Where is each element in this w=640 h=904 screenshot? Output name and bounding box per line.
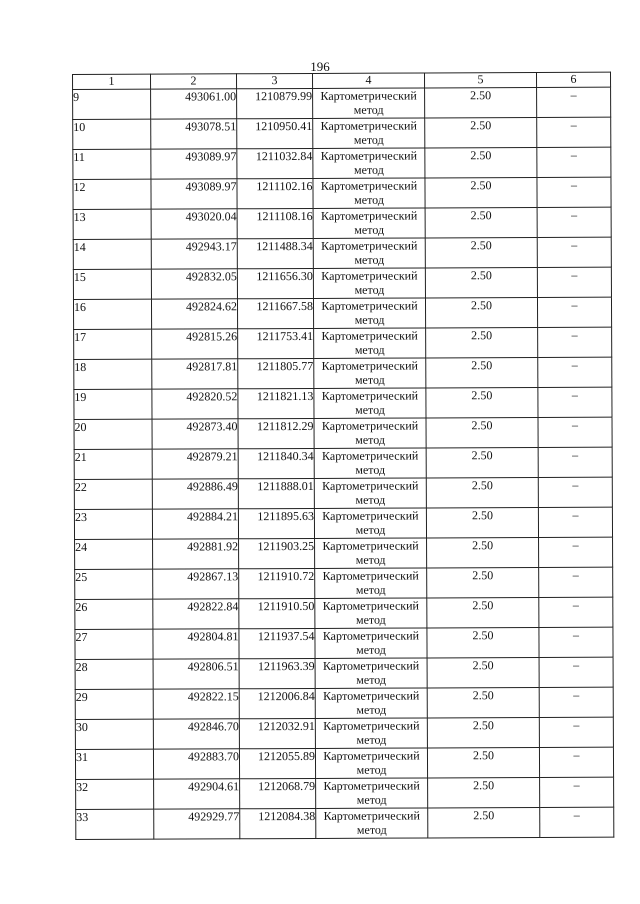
column-header: 2 (151, 74, 237, 89)
accuracy-cell: 2.50 (426, 387, 538, 417)
table-row (74, 417, 612, 449)
x-coordinate-cell: 492904.61 (154, 779, 240, 809)
note-cell: – (537, 147, 611, 177)
method-text-line: метод (355, 432, 386, 447)
y-coordinate-cell: 1211840.34 (238, 448, 314, 478)
y-coordinate-cell: 1212084.38 (240, 808, 316, 838)
page-number: 196 (310, 59, 330, 74)
x-coordinate-cell: 492822.84 (153, 599, 239, 629)
point-number-cell: 13 (73, 209, 151, 239)
method-cell (313, 208, 425, 238)
accuracy-cell: 2.50 (425, 87, 537, 117)
method-text-line: Картометрический (322, 538, 419, 553)
table-row (73, 297, 611, 329)
column-header: 1 (73, 74, 151, 89)
y-coordinate-cell: 1211032.84 (237, 148, 313, 178)
method-text-line: метод (354, 252, 385, 267)
method-text-line: Картометрический (321, 388, 419, 403)
note-cell: – (537, 297, 611, 327)
column-header: 5 (424, 72, 536, 87)
method-cell (314, 388, 426, 418)
method-text-line: Картометрический (323, 718, 420, 733)
point-number-cell: 32 (76, 779, 154, 809)
method-text-line: Картометрический (320, 148, 418, 163)
y-coordinate-cell: 1212006.84 (239, 688, 315, 718)
method-cell (315, 538, 427, 568)
table-row (75, 747, 613, 779)
method-cell (314, 358, 426, 388)
y-coordinate-cell: 1211102.16 (237, 178, 313, 208)
table-row (73, 117, 611, 149)
accuracy-cell: 2.50 (425, 177, 537, 207)
method-text-line: Картометрический (323, 808, 420, 823)
y-coordinate-cell: 1211805.77 (238, 358, 314, 388)
point-number-cell: 31 (75, 749, 153, 779)
table-row (76, 807, 614, 839)
table-row (73, 237, 611, 269)
x-coordinate-cell: 492804.81 (153, 629, 239, 659)
method-cell (314, 508, 426, 538)
point-number-cell: 25 (75, 569, 153, 599)
note-cell: – (538, 387, 612, 417)
table-row (75, 687, 613, 719)
method-text-line: Картометрический (320, 88, 417, 103)
y-coordinate-cell: 1211488.34 (237, 238, 313, 268)
accuracy-cell: 2.50 (425, 267, 537, 297)
table-row (74, 357, 612, 389)
y-coordinate-cell: 1211812.29 (238, 418, 314, 448)
accuracy-cell: 2.50 (426, 357, 538, 387)
x-coordinate-cell: 493089.97 (151, 149, 237, 179)
accuracy-cell: 2.50 (426, 327, 538, 357)
y-coordinate-cell: 1211108.16 (237, 208, 313, 238)
coordinates-table (72, 72, 614, 840)
method-text-line: метод (354, 342, 385, 357)
table-row (75, 567, 613, 599)
point-number-cell: 24 (75, 539, 153, 569)
note-cell: – (537, 237, 611, 267)
method-text-line: метод (355, 552, 386, 567)
y-coordinate-cell: 1210879.99 (237, 88, 313, 118)
method-cell (315, 598, 427, 628)
method-text-line: метод (356, 822, 387, 837)
method-cell (315, 568, 427, 598)
point-number-cell: 21 (74, 449, 152, 479)
method-cell (315, 718, 427, 748)
note-cell: – (539, 657, 613, 687)
point-number-cell: 10 (73, 119, 151, 149)
method-cell (313, 298, 425, 328)
x-coordinate-cell: 492820.52 (152, 389, 238, 419)
point-number-cell: 18 (74, 359, 152, 389)
method-cell (315, 688, 427, 718)
column-header: 3 (237, 73, 313, 88)
x-coordinate-cell: 492873.40 (152, 419, 238, 449)
point-number-cell: 14 (73, 239, 151, 269)
note-cell: – (537, 267, 611, 297)
note-cell: – (539, 567, 613, 597)
table-row (73, 177, 611, 209)
y-coordinate-cell: 1212055.89 (239, 748, 315, 778)
table-row (74, 327, 612, 359)
accuracy-cell: 2.50 (427, 567, 539, 597)
accuracy-cell: 2.50 (426, 477, 538, 507)
table-row (74, 387, 612, 419)
note-cell: – (537, 87, 611, 117)
x-coordinate-cell: 492943.17 (151, 239, 237, 269)
accuracy-cell: 2.50 (426, 507, 538, 537)
note-cell: – (538, 447, 612, 477)
table-row (75, 657, 613, 689)
x-coordinate-cell: 493061.00 (151, 89, 237, 119)
note-cell: – (539, 597, 613, 627)
y-coordinate-cell: 1212068.79 (240, 778, 316, 808)
method-text-line: Картометрический (322, 478, 419, 493)
accuracy-cell: 2.50 (425, 297, 537, 327)
method-text-line: метод (354, 312, 385, 327)
method-text-line: метод (355, 612, 386, 627)
note-cell: – (537, 207, 611, 237)
note-cell: – (539, 747, 613, 777)
point-number-cell: 26 (75, 599, 153, 629)
point-number-cell: 9 (73, 89, 151, 119)
point-number-cell: 12 (73, 179, 151, 209)
note-cell: – (540, 777, 614, 807)
method-cell (315, 658, 427, 688)
method-text-line: метод (354, 192, 384, 207)
method-text-line: метод (355, 522, 386, 537)
accuracy-cell: 2.50 (428, 777, 540, 807)
method-text-line: метод (355, 402, 385, 417)
point-number-cell: 30 (75, 719, 153, 749)
method-text-line: Картометрический (322, 628, 420, 643)
accuracy-cell: 2.50 (427, 657, 539, 687)
method-text-line: Картометрический (320, 208, 418, 223)
method-text-line: метод (354, 282, 385, 297)
method-text-line: метод (356, 762, 387, 777)
point-number-cell: 22 (74, 479, 152, 509)
accuracy-cell: 2.50 (427, 627, 539, 657)
method-text-line: Картометрический (323, 778, 420, 793)
table-row (74, 507, 612, 539)
method-cell (315, 628, 427, 658)
accuracy-cell: 2.50 (425, 117, 537, 147)
method-text-line: метод (355, 582, 386, 597)
table-row (76, 777, 614, 809)
y-coordinate-cell: 1211888.01 (238, 478, 314, 508)
y-coordinate-cell: 1211753.41 (238, 328, 314, 358)
note-cell: – (540, 807, 614, 837)
accuracy-cell: 2.50 (426, 447, 538, 477)
method-cell (313, 238, 425, 268)
y-coordinate-cell: 1211895.63 (238, 508, 314, 538)
method-text-line: метод (353, 132, 384, 147)
y-coordinate-cell: 1211667.58 (237, 298, 313, 328)
y-coordinate-cell: 1211910.72 (239, 568, 315, 598)
table-row (73, 267, 611, 299)
method-text-line: Картометрический (321, 298, 418, 313)
point-number-cell: 27 (75, 629, 153, 659)
method-text-line: метод (356, 732, 387, 747)
point-number-cell: 19 (74, 389, 152, 419)
method-cell (314, 448, 426, 478)
method-cell (315, 748, 427, 778)
method-cell (316, 778, 428, 808)
method-cell (313, 118, 425, 148)
y-coordinate-cell: 1210950.41 (237, 118, 313, 148)
column-header: 6 (536, 72, 610, 87)
method-text-line: Картометрический (321, 328, 418, 343)
y-coordinate-cell: 1211821.13 (238, 388, 314, 418)
point-number-cell: 15 (73, 269, 151, 299)
x-coordinate-cell: 492846.70 (153, 719, 239, 749)
note-cell: – (538, 327, 612, 357)
method-text-line: Картометрический (321, 358, 418, 373)
note-cell: – (538, 507, 612, 537)
accuracy-cell: 2.50 (427, 747, 539, 777)
x-coordinate-cell: 492867.13 (153, 569, 239, 599)
point-number-cell: 16 (73, 299, 151, 329)
method-text-line: метод (356, 672, 387, 687)
x-coordinate-cell: 492879.21 (152, 449, 238, 479)
point-number-cell: 11 (73, 149, 151, 179)
column-header: 4 (312, 73, 424, 88)
method-text-line: Картометрический (322, 568, 419, 583)
note-cell: – (538, 477, 612, 507)
note-cell: – (538, 357, 612, 387)
method-text-line: метод (356, 792, 387, 807)
method-text-line: метод (354, 372, 385, 387)
method-text-line: метод (355, 462, 386, 477)
table-row (73, 87, 611, 119)
accuracy-cell: 2.50 (427, 687, 539, 717)
table-row (75, 597, 613, 629)
y-coordinate-cell: 1211937.54 (239, 628, 315, 658)
accuracy-cell: 2.50 (425, 147, 537, 177)
x-coordinate-cell: 492806.51 (153, 659, 239, 689)
point-number-cell: 29 (75, 689, 153, 719)
method-cell (313, 268, 425, 298)
method-text-line: Картометрический (323, 688, 420, 703)
x-coordinate-cell: 493089.97 (151, 179, 237, 209)
x-coordinate-cell: 492815.26 (152, 329, 238, 359)
point-number-cell: 33 (76, 809, 154, 839)
note-cell: – (539, 537, 613, 567)
method-text-line: Картометрический (322, 508, 419, 523)
x-coordinate-cell: 492832.05 (151, 269, 237, 299)
note-cell: – (538, 417, 612, 447)
table-row (73, 207, 611, 239)
accuracy-cell: 2.50 (425, 237, 537, 267)
y-coordinate-cell: 1211910.50 (239, 598, 315, 628)
point-number-cell: 17 (74, 329, 152, 359)
table-row (75, 537, 613, 569)
table-body (73, 87, 614, 839)
method-text-line: Картометрический (322, 598, 419, 613)
method-cell (313, 178, 425, 208)
method-text-line: метод (355, 492, 386, 507)
y-coordinate-cell: 1211963.39 (239, 658, 315, 688)
x-coordinate-cell: 492883.70 (153, 749, 239, 779)
accuracy-cell: 2.50 (427, 597, 539, 627)
method-text-line: Картометрический (322, 658, 420, 673)
accuracy-cell: 2.50 (426, 417, 538, 447)
method-text-line: Картометрический (320, 178, 418, 193)
method-text-line: метод (353, 162, 384, 177)
table-row (73, 147, 611, 179)
accuracy-cell: 2.50 (427, 537, 539, 567)
table-row (75, 717, 613, 749)
accuracy-cell: 2.50 (427, 717, 539, 747)
y-coordinate-cell: 1211903.25 (239, 538, 315, 568)
table-row (74, 477, 612, 509)
table-row (75, 627, 613, 659)
method-text-line: Картометрический (323, 748, 420, 763)
note-cell: – (537, 117, 611, 147)
method-text-line: метод (354, 222, 385, 237)
method-cell (316, 808, 428, 838)
method-text-line: метод (356, 702, 387, 717)
point-number-cell: 28 (75, 659, 153, 689)
method-text-line: Картометрический (320, 118, 417, 133)
method-text-line: Картометрический (321, 268, 418, 283)
x-coordinate-cell: 492817.81 (152, 359, 238, 389)
method-cell (314, 328, 426, 358)
table-row (74, 447, 612, 479)
point-number-cell: 20 (74, 419, 152, 449)
x-coordinate-cell: 492881.92 (153, 539, 239, 569)
x-coordinate-cell: 492884.21 (152, 509, 238, 539)
method-text-line: метод (353, 102, 384, 117)
method-text-line: Картометрический (321, 448, 419, 463)
x-coordinate-cell: 493078.51 (151, 119, 237, 149)
note-cell: – (537, 177, 611, 207)
x-coordinate-cell: 492886.49 (152, 479, 238, 509)
y-coordinate-cell: 1211656.30 (237, 268, 313, 298)
x-coordinate-cell: 492824.62 (151, 299, 237, 329)
method-text-line: Картометрический (321, 418, 419, 433)
method-cell (313, 148, 425, 178)
note-cell: – (539, 717, 613, 747)
method-cell (313, 88, 425, 118)
method-cell (314, 418, 426, 448)
x-coordinate-cell: 492822.15 (153, 689, 239, 719)
method-text-line: Картометрический (321, 238, 418, 253)
x-coordinate-cell: 492929.77 (154, 809, 240, 839)
accuracy-cell: 2.50 (425, 207, 537, 237)
y-coordinate-cell: 1212032.91 (239, 718, 315, 748)
accuracy-cell: 2.50 (428, 807, 540, 837)
method-text-line: метод (356, 642, 386, 657)
x-coordinate-cell: 493020.04 (151, 209, 237, 239)
note-cell: – (539, 687, 613, 717)
point-number-cell: 23 (74, 509, 152, 539)
method-cell (314, 478, 426, 508)
note-cell: – (539, 627, 613, 657)
